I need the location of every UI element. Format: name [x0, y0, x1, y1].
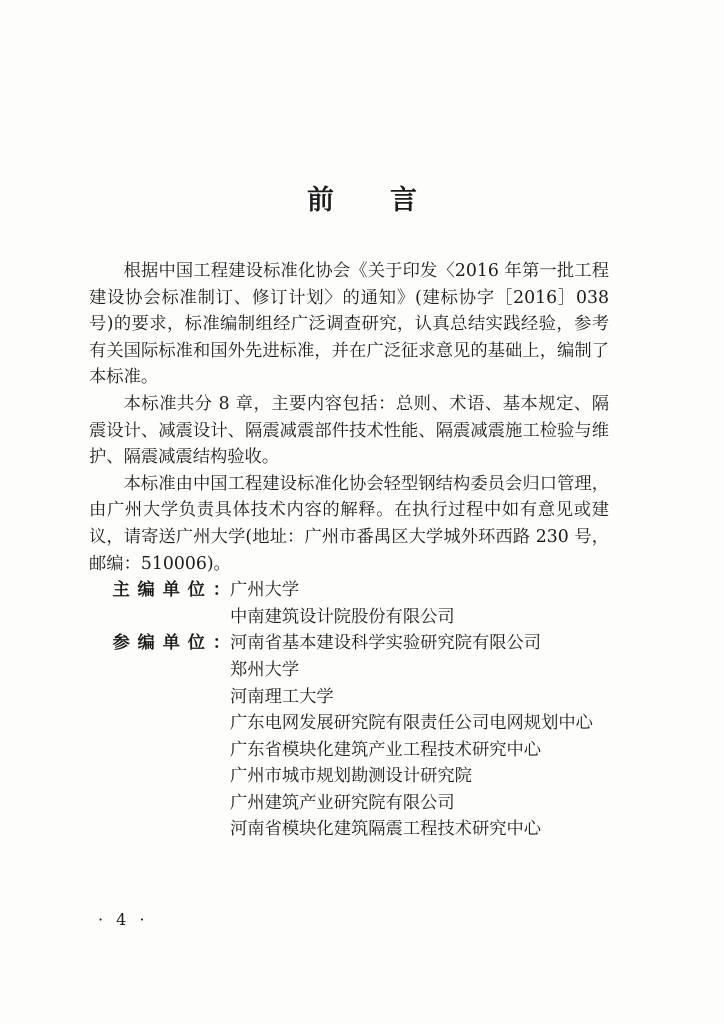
- chief-units-section: [89, 577, 609, 630]
- page-number: · 4 ·: [98, 910, 149, 929]
- preface-paragraph-2: 本标准共分 8 章，主要内容包括：总则、术语、基本规定、隔震设计、减震设计、隔震减震部件技术性能、隔震减震施工检验与维护、隔震减震结构验收。: [89, 393, 609, 468]
- chief-unit-item: 广州大学: [230, 580, 300, 601]
- participating-unit-item: 河南省模块化建筑隔震工程技术研究中心: [230, 819, 542, 840]
- chief-units-label: 主编单位：: [112, 580, 230, 601]
- participating-unit-item: 广东省模块化建筑产业工程技术研究中心: [230, 739, 542, 760]
- participating-unit-item: 广州建筑产业研究院有限公司: [230, 792, 455, 813]
- participating-unit-item: 广州市城市规划勘测设计研究院: [230, 766, 472, 787]
- participating-unit-item: 河南理工大学: [230, 686, 334, 707]
- participating-units-section: [89, 630, 609, 843]
- participating-unit-item: 河南省基本建设科学实验研究院有限公司: [230, 633, 542, 654]
- preface-body: [89, 258, 609, 843]
- participating-unit-item: 广东电网发展研究院有限责任公司电网规划中心: [230, 713, 593, 734]
- participating-units-label: 参编单位：: [112, 633, 230, 654]
- title-char-2: 言: [390, 185, 417, 216]
- chief-unit-item: 中南建筑设计院股份有限公司: [230, 606, 455, 627]
- preface-paragraph-3: 本标准由中国工程建设标准化协会轻型钢结构委员会归口管理，由广州大学负责具体技术内容的解释。在执行过程中如有意见或建议，请寄送广州大学(地址：广州市番禺区大学城外环西路 230 号，邮编：510006)。: [89, 473, 609, 574]
- preface-paragraph-1: 根据中国工程建设标准化协会《关于印发〈2016 年第一批工程建设协会标准制订、修订计划〉的通知》(建标协字［2016］038 号)的要求，标准编制组经广泛调查研究，认真总结实践经验，参考有关国际标准和国外先进标准，并在广泛征求意见的基础上，编制了本标准。: [89, 261, 609, 388]
- page-title: [0, 178, 724, 217]
- participating-unit-item: 郑州大学: [230, 659, 300, 680]
- title-char-1: 前: [307, 185, 334, 216]
- participating-units-list: [230, 630, 609, 843]
- chief-units-list: [230, 577, 609, 630]
